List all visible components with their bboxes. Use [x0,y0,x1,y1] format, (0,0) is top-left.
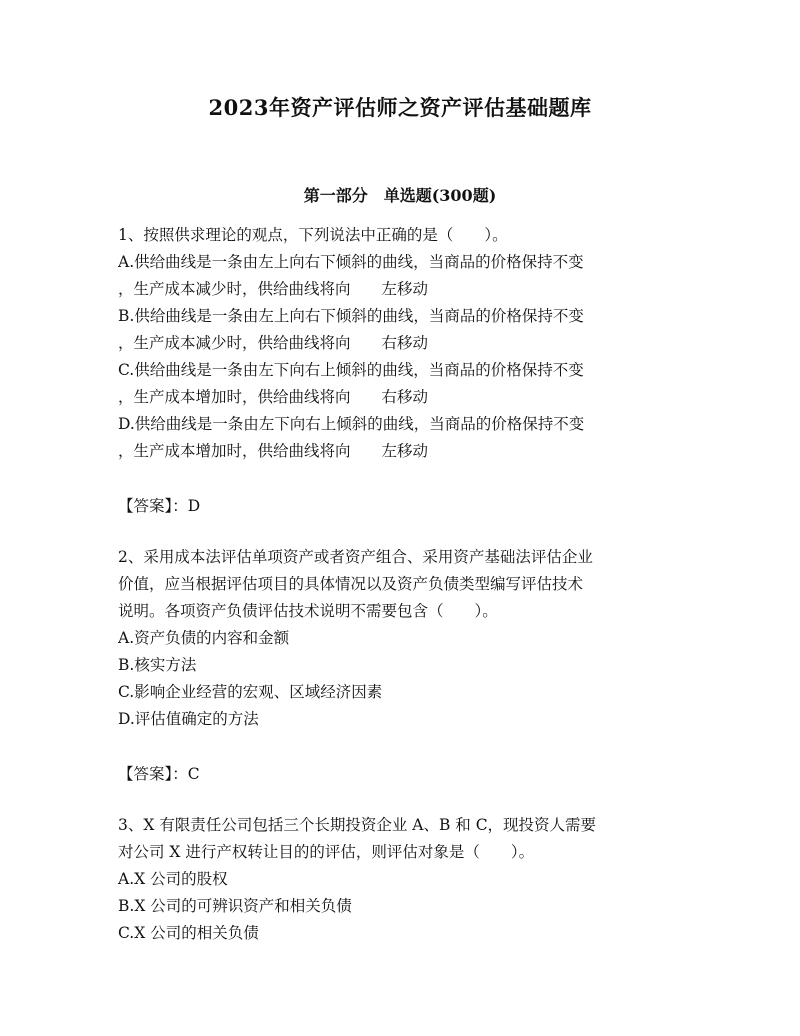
option-a-continued: ，生产成本减少时，供给曲线将向 左移动 [118,280,429,298]
question-3 [118,812,690,947]
option-b: B.核实方法 [118,656,197,674]
question-1 [118,222,690,520]
option-c: C.影响企业经营的宏观、区域经济因素 [118,683,383,701]
question-stem-continued: 说明。各项资产负债评估技术说明不需要包含（ ）。 [118,602,498,620]
option-d: D.供给曲线是一条由左下向右上倾斜的曲线，当商品的价格保持不变 [118,415,585,433]
option-d-continued: ，生产成本增加时，供给曲线将向 左移动 [118,442,429,460]
document-title: 2023年资产评估师之资产评估基础题库 [208,95,592,120]
question-stem: 1、按照供求理论的观点，下列说法中正确的是（ ）。 [118,226,508,244]
option-a: A.X 公司的股权 [118,870,228,888]
option-a: A.资产负债的内容和金额 [118,629,290,647]
section-title: 第一部分 单选题(300题) [303,186,497,205]
answer: 【答案】：D [118,497,201,515]
option-c: C.X 公司的相关负债 [118,924,259,942]
question-list [118,222,690,947]
question-stem: 3、X 有限责任公司包括三个长期投资企业 A、B 和 C，现投资人需要 [118,816,597,834]
option-d: D.评估值确定的方法 [118,710,259,728]
question-stem: 2、采用成本法评估单项资产或者资产组合、采用资产基础法评估企业 [118,548,593,566]
question-2 [118,544,690,788]
option-a: A.供给曲线是一条由左上向右下倾斜的曲线，当商品的价格保持不变 [118,253,584,271]
answer: 【答案】：C [118,765,200,783]
option-b-continued: ，生产成本减少时，供给曲线将向 右移动 [118,334,429,352]
option-b: B.供给曲线是一条由左上向右下倾斜的曲线，当商品的价格保持不变 [118,307,584,325]
option-b: B.X 公司的可辨识资产和相关负债 [118,897,352,915]
option-c-continued: ，生产成本增加时，供给曲线将向 右移动 [118,388,429,406]
question-stem-continued: 对公司 X 进行产权转让目的的评估，则评估对象是（ ）。 [118,843,535,861]
question-stem-continued: 价值，应当根据评估项目的具体情况以及资产负债类型编写评估技术 [118,575,584,593]
option-c: C.供给曲线是一条由左下向右上倾斜的曲线，当商品的价格保持不变 [118,361,584,379]
